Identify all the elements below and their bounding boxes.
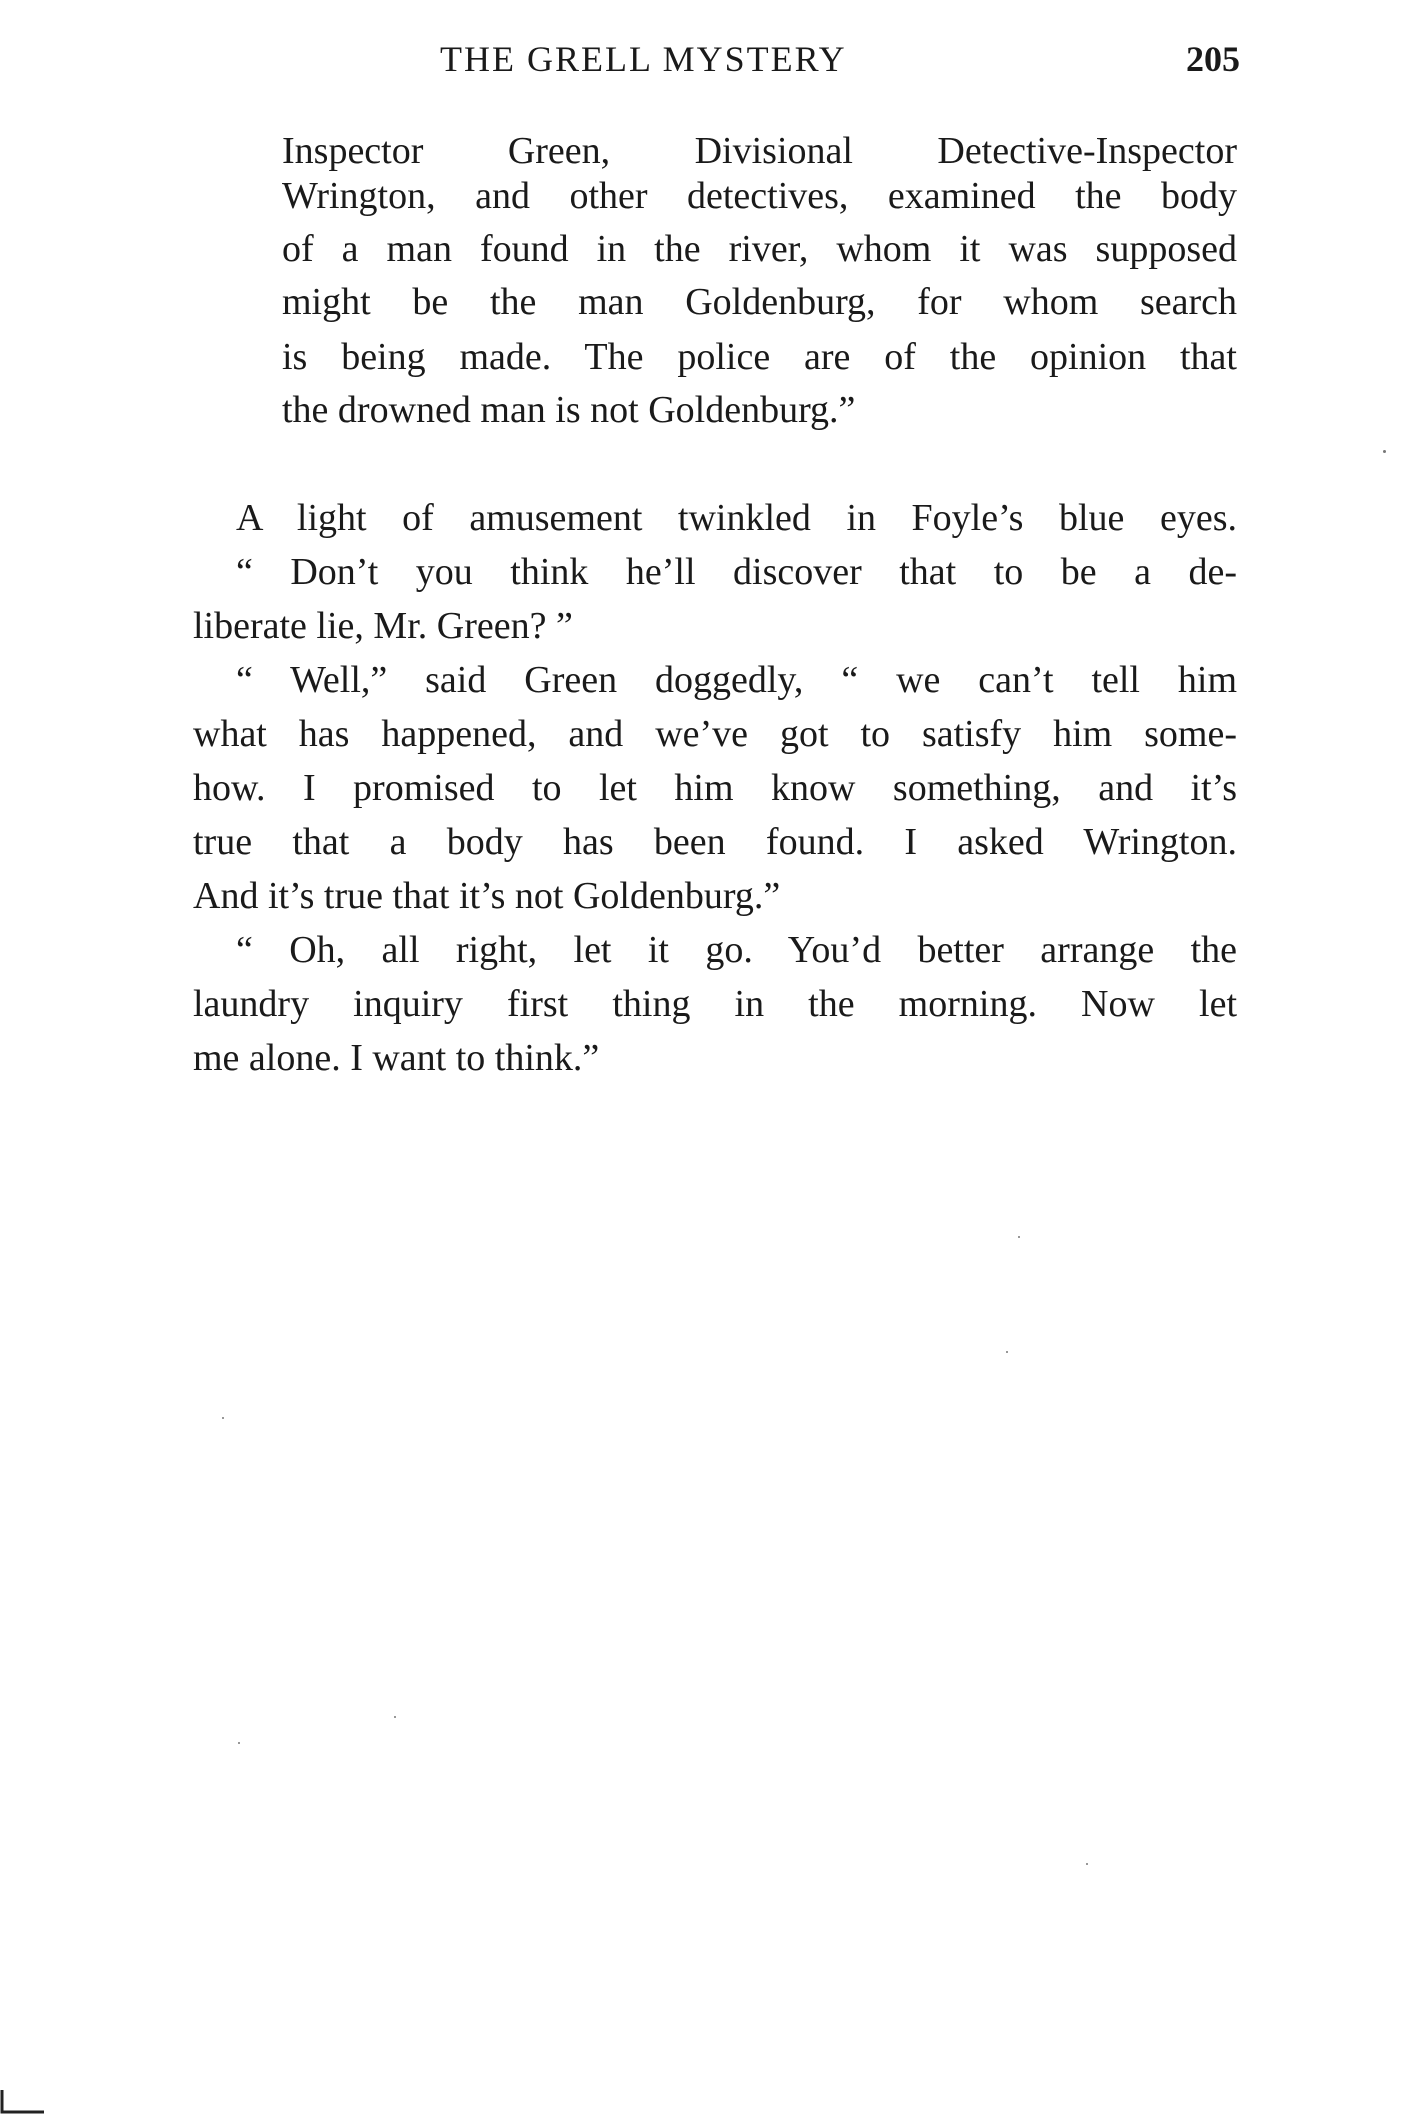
- quoted-line: Wrington, and other detectives, examined the body: [282, 175, 1237, 217]
- scan-speck: [394, 1716, 396, 1718]
- page-number: 205: [1186, 39, 1240, 79]
- paragraph-line: “ Well,” said Green doggedly, “ we can’t tell him: [236, 659, 1237, 701]
- paragraph-line: me alone. I want to think.”: [193, 1037, 600, 1079]
- scan-speck: [1086, 1863, 1088, 1865]
- scan-speck: [1006, 1351, 1008, 1353]
- paragraph-line: true that a body has been found. I asked Wrington.: [193, 821, 1237, 863]
- paragraph-line: how. I promised to let him know something, and it’s: [193, 767, 1237, 809]
- page-header: [190, 38, 1240, 94]
- quoted-line: Inspector Green, Divisional Detective-Inspector: [282, 130, 1237, 172]
- quoted-line: might be the man Goldenburg, for whom search: [282, 281, 1237, 323]
- paragraph-line: liberate lie, Mr. Green? ”: [193, 605, 573, 647]
- quoted-line: of a man found in the river, whom it was supposed: [282, 228, 1237, 270]
- paragraph-line: what has happened, and we’ve got to satisfy him some-: [193, 713, 1237, 755]
- paragraph-line: “ Don’t you think he’ll discover that to be a de-: [236, 551, 1237, 593]
- paragraph-line: A light of amusement twinkled in Foyle’s blue eyes.: [236, 497, 1237, 539]
- scan-corner-mark: [0, 2090, 44, 2114]
- paragraph-line: “ Oh, all right, let it go. You’d better arrange the: [236, 929, 1237, 971]
- quoted-line: the drowned man is not Goldenburg.”: [282, 389, 856, 431]
- paragraph-line: laundry inquiry first thing in the morning. Now let: [193, 983, 1237, 1025]
- scan-speck: [1383, 450, 1386, 453]
- paragraph-line: And it’s true that it’s not Goldenburg.”: [193, 875, 781, 917]
- running-title: THE GRELL MYSTERY: [440, 39, 847, 79]
- quoted-line: is being made. The police are of the opinion that: [282, 336, 1237, 378]
- scan-speck: [238, 1742, 240, 1744]
- scan-speck: [1018, 1236, 1020, 1238]
- scan-speck: [222, 1417, 224, 1419]
